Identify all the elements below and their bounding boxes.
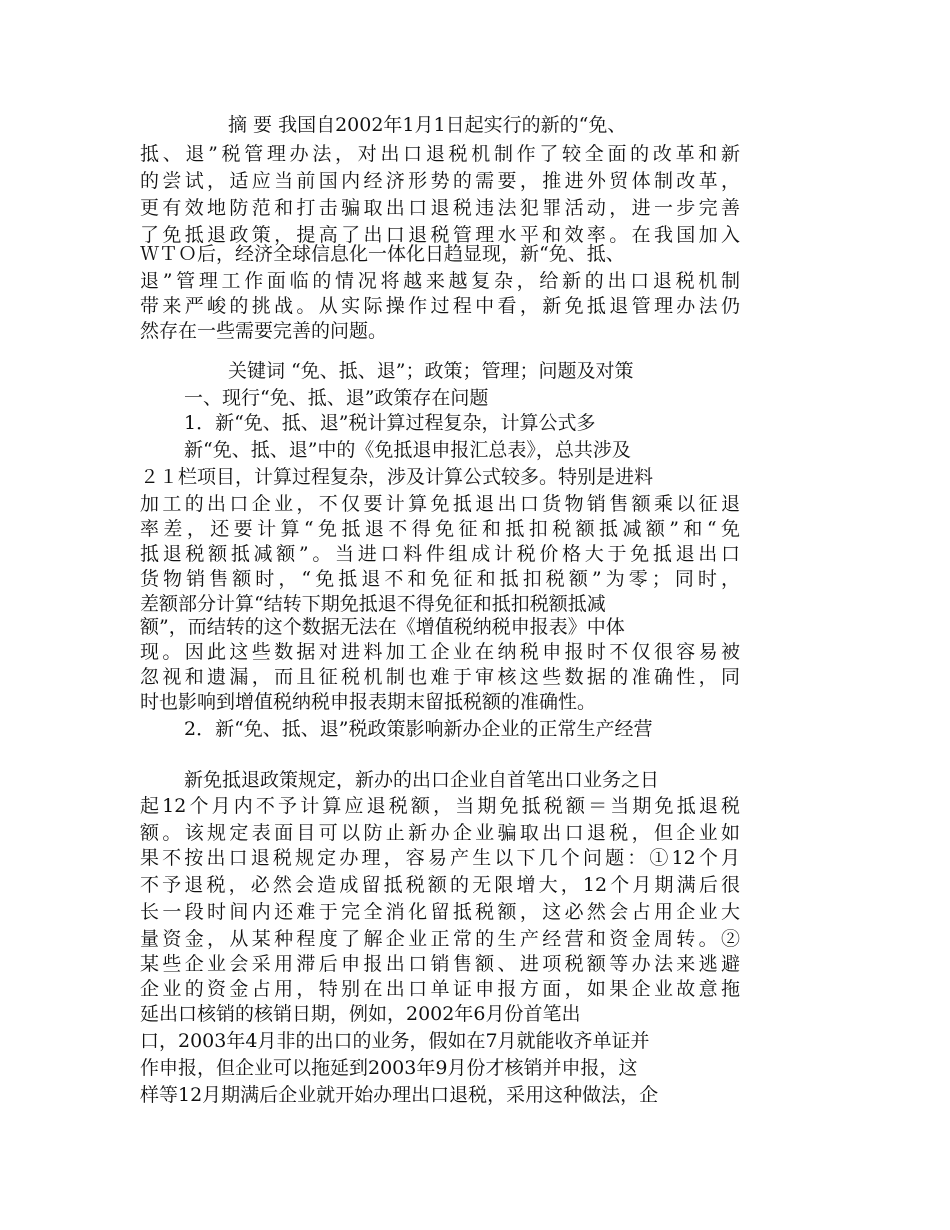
paragraph-2-line-8: 某些企业会采用滞后申报出口销售额、进项税额等办法来逃避 <box>140 953 740 975</box>
abstract-line-7: 退”管理工作面临的情况将越来越复杂，给新的出口退税机制 <box>140 270 740 292</box>
paragraph-2-line-3: 额。该规定表面目可以防止新办企业骗取出口退税，但企业如 <box>140 822 740 844</box>
paragraph-1-line-4: 率差，还要计算“免抵退不得免征和抵扣税额抵减额”和“免 <box>140 518 740 540</box>
abstract-line-6: ＷＴＯ后，经济全球信息化一体化日趋显现，新“免、抵、 <box>140 243 625 265</box>
paragraph-1-line-6: 货物销售额时，“免抵退不和免征和抵扣税额”为零；同时， <box>140 568 740 590</box>
paragraph-1-line-3: 加工的出口企业，不仅要计算免抵退出口货物销售额乘以征退 <box>140 493 740 515</box>
abstract-line-9: 然存在一些需要完善的问题。 <box>140 320 388 342</box>
paragraph-1-line-5: 抵退税额抵减额”。当进口料件组成计税价格大于免抵退出口 <box>140 543 740 565</box>
paragraph-2-line-2: 起12个月内不予计算应退税额，当期免抵税额＝当期免抵退税 <box>140 795 740 817</box>
abstract-line-5: 了免抵退政策，提高了出口退税管理水平和效率。在我国加入 <box>140 224 740 246</box>
paragraph-1-line-1: 新“免、抵、退”中的《免抵退申报汇总表》，总共涉及 <box>184 439 631 461</box>
paragraph-1-line-7: 差额部分计算“结转下期免抵退不得免征和抵扣税额抵减 <box>140 593 606 615</box>
paragraph-1-line-11: 时也影响到增值税纳税申报表期末留抵税额的准确性。 <box>140 691 597 713</box>
paragraph-1-line-10: 忽视和遗漏，而且征税机制也难于审核这些数据的准确性，同 <box>140 666 740 688</box>
subheading-2: 2．新“免、抵、退”税政策影响新办企业的正常生产经营 <box>184 718 653 740</box>
paragraph-2-line-10: 延出口核销的核销日期，例如，2002年6月份首笔出 <box>140 1003 581 1025</box>
abstract-line-3: 的尝试，适应当前国内经济形势的需要，推进外贸体制改革， <box>140 170 740 192</box>
paragraph-2-line-11: 口，2003年4月非的出口的业务，假如在7月就能收齐单证并 <box>140 1030 650 1052</box>
section-heading-1: 一、现行“免、抵、退”政策存在问题 <box>184 387 489 409</box>
paragraph-2-line-13: 样等12月期满后企业就开始办理出口退税，采用这种做法，企 <box>140 1084 659 1106</box>
abstract-line-2: 抵、退”税管理办法，对出口退税机制作了较全面的改革和新 <box>140 143 740 165</box>
paragraph-1-line-2: ２１栏项目，计算过程复杂，涉及计算公式较多。特别是进料 <box>140 466 654 488</box>
abstract-line-8: 带来严峻的挑战。从实际操作过程中看，新免抵退管理办法仍 <box>140 295 740 317</box>
keywords-line: 关键词 “免、抵、退”；政策；管理；问题及对策 <box>228 360 634 382</box>
paragraph-2-line-7: 量资金，从某种程度了解企业正常的生产经营和资金周转。② <box>140 928 740 950</box>
abstract-line-1: 摘 要 我国自2002年1月1日起实行的新的“免、 <box>228 114 627 136</box>
subheading-1: 1．新“免、抵、退”税计算过程复杂，计算公式多 <box>184 412 596 434</box>
paragraph-1-line-8: 额”，而结转的这个数据无法在《增值税纳税申报表》中体 <box>140 616 625 638</box>
paragraph-2-line-9: 企业的资金占用，特别在出口单证申报方面，如果企业故意拖 <box>140 978 740 1000</box>
paragraph-2-line-1: 新免抵退政策规定，新办的出口企业自首笔出口业务之日 <box>184 769 660 791</box>
paragraph-1-line-9: 现。因此这些数据对进料加工企业在纳税申报时不仅很容易被 <box>140 641 740 663</box>
paragraph-2-line-5: 不予退税，必然会造成留抵税额的无限增大，12个月期满后很 <box>140 874 740 896</box>
abstract-line-4: 更有效地防范和打击骗取出口退税违法犯罪活动，进一步完善 <box>140 197 740 219</box>
paragraph-2-line-4: 果不按出口退税规定办理，容易产生以下几个问题：①12个月 <box>140 847 740 869</box>
paragraph-2-line-6: 长一段时间内还难于完全消化留抵税额，这必然会占用企业大 <box>140 901 740 923</box>
paragraph-2-line-12: 作申报，但企业可以拖延到2003年9月份才核销并申报，这 <box>140 1057 638 1079</box>
